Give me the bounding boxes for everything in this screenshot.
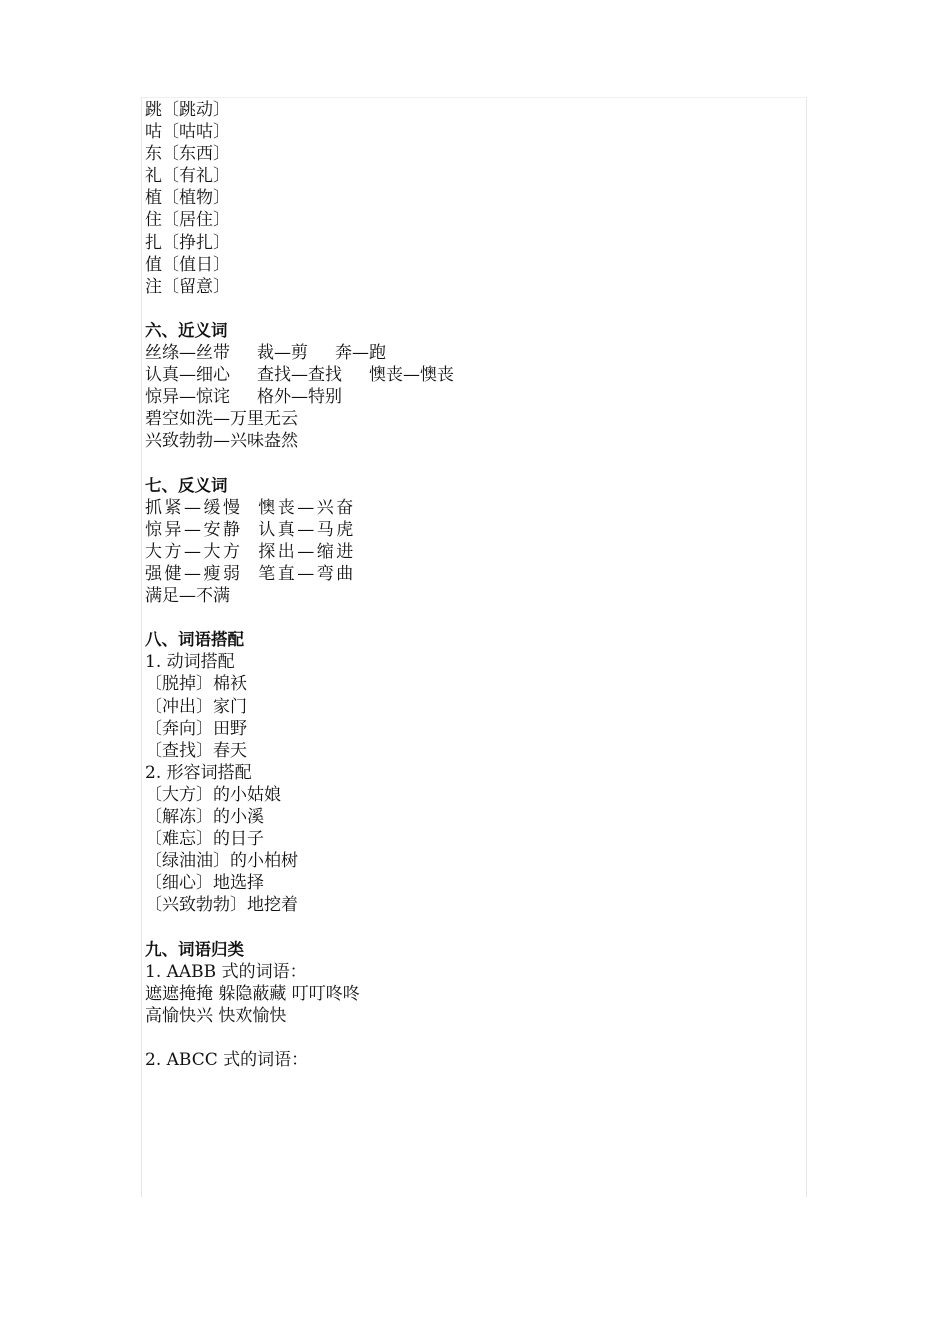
subsection-title: 2. ABCC 式的词语： [145, 1050, 309, 1071]
list-item: 〔难忘〕的日子 [145, 829, 264, 850]
list-item: 跳〔跳动〕 [145, 100, 230, 120]
list-item: 认真—细心 查找—查找 懊丧—懊丧 [145, 365, 455, 386]
list-item: 惊异—安静 认真—马虎 [145, 519, 356, 540]
list-item: 扎〔挣扎〕 [145, 232, 230, 253]
spacer [145, 607, 795, 629]
list-item: 丝绦—丝带 裁—剪 奔—跑 [145, 343, 387, 364]
list-item: 〔解冻〕的小溪 [145, 807, 264, 827]
list-item: 〔奔向〕田野 [145, 718, 247, 739]
subsection-title: 2. 形容词搭配 [145, 762, 252, 783]
subsection-title: 1. 动词搭配 [145, 652, 235, 673]
list-item: 植〔植物〕 [145, 188, 230, 209]
section-heading: 六、近义词 [145, 320, 228, 340]
list-item: 满足—不满 [145, 586, 230, 607]
list-item: 兴致勃勃—兴味盎然 [145, 431, 298, 452]
section-heading: 九、词语归类 [145, 939, 244, 959]
list-item: 礼〔有礼〕 [145, 166, 230, 187]
list-item: 强健—瘦弱 笔直—弯曲 [145, 563, 356, 584]
document-body [145, 99, 795, 1071]
spacer [145, 453, 795, 475]
list-item: 〔细心〕地选择 [145, 873, 264, 894]
list-item: 抓紧—缓慢 懊丧—兴奋 [145, 497, 356, 518]
list-item: 咕〔咕咕〕 [145, 122, 230, 143]
list-item: 〔大方〕的小姑娘 [145, 784, 281, 805]
spacer [145, 298, 795, 320]
list-item: 〔兴致勃勃〕地挖着 [145, 895, 298, 916]
classification-section [145, 939, 795, 1072]
spacer [145, 1027, 795, 1049]
polyphone-list [145, 99, 795, 298]
list-item: 〔绿油油〕的小柏树 [145, 851, 298, 872]
list-item: 〔脱掉〕棉袄 [145, 674, 247, 695]
subsection-title: 1. AABB 式的词语： [145, 961, 307, 982]
list-item: 惊异—惊诧 格外—特别 [145, 387, 343, 408]
list-item: 遮遮掩掩 躲隐蔽藏 叮叮咚咚 [145, 983, 360, 1004]
collocations-section [145, 629, 795, 916]
synonyms-section [145, 320, 795, 453]
antonyms-section [145, 475, 795, 608]
list-item: 大方—大方 探出—缩进 [145, 541, 356, 562]
list-item: 高愉快兴 快欢愉快 [145, 1005, 287, 1026]
list-item: 〔查找〕春天 [145, 740, 247, 761]
section-heading: 八、词语搭配 [145, 630, 244, 650]
spacer [145, 916, 795, 938]
list-item: 值〔值日〕 [145, 254, 230, 275]
list-item: 东〔东西〕 [145, 144, 230, 165]
list-item: 碧空如洗—万里无云 [145, 409, 298, 430]
section-heading: 七、反义词 [145, 475, 228, 495]
list-item: 注〔留意〕 [145, 276, 230, 297]
list-item: 住〔居住〕 [145, 210, 230, 231]
list-item: 〔冲出〕家门 [145, 696, 247, 717]
